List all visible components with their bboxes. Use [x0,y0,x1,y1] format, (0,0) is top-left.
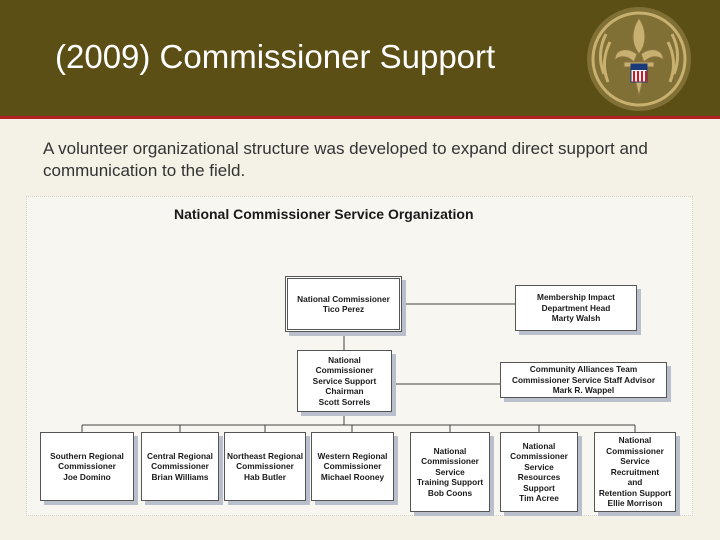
org-node-label: Community Alliances Team Commissioner Service Staff Advisor Mark R. Wappel [511,364,656,396]
org-node-training-support [410,432,490,512]
org-node-national-commissioner [285,276,402,332]
org-node-membership-impact [515,285,637,331]
org-node-support-chairman [297,350,392,412]
org-node-label: National Commissioner Service Resources Support Tim Acree [510,440,568,503]
org-node-label: National Commissioner Tico Perez [297,293,390,314]
org-node-label: Northeast Regional Commissioner Hab Butler [226,450,304,482]
org-node-label: Southern Regional Commissioner Joe Domino [50,450,124,482]
org-node-label: National Commissioner Service Recruitment and Retention Support Ellie Morrison [598,435,672,509]
org-chart-title: National Commissioner Service Organization [174,206,474,222]
org-node-label: National Commissioner Service Support Chairman Scott Sorrels [312,354,377,407]
org-node-resources-support [500,432,578,512]
org-node-northeast-regional [224,432,306,501]
org-node-western-regional [311,432,394,501]
org-node-label: Western Regional Commissioner Michael Rooney [317,450,388,482]
org-node-recruitment-support [594,432,676,512]
org-node-label: Central Regional Commissioner Brian Williams [147,450,213,482]
intro-text: A volunteer organizational structure was developed to expand direct support and communication to the field. [43,139,648,180]
org-node-label: National Commissioner Service Training Support Bob Coons [416,445,484,498]
slide-title: (2009) Commissioner Support [55,38,496,75]
org-node-southern-regional [40,432,134,501]
org-node-central-regional [141,432,219,501]
org-node-community-alliances [500,362,667,398]
org-node-label: Membership Impact Department Head Marty Walsh [537,292,615,324]
